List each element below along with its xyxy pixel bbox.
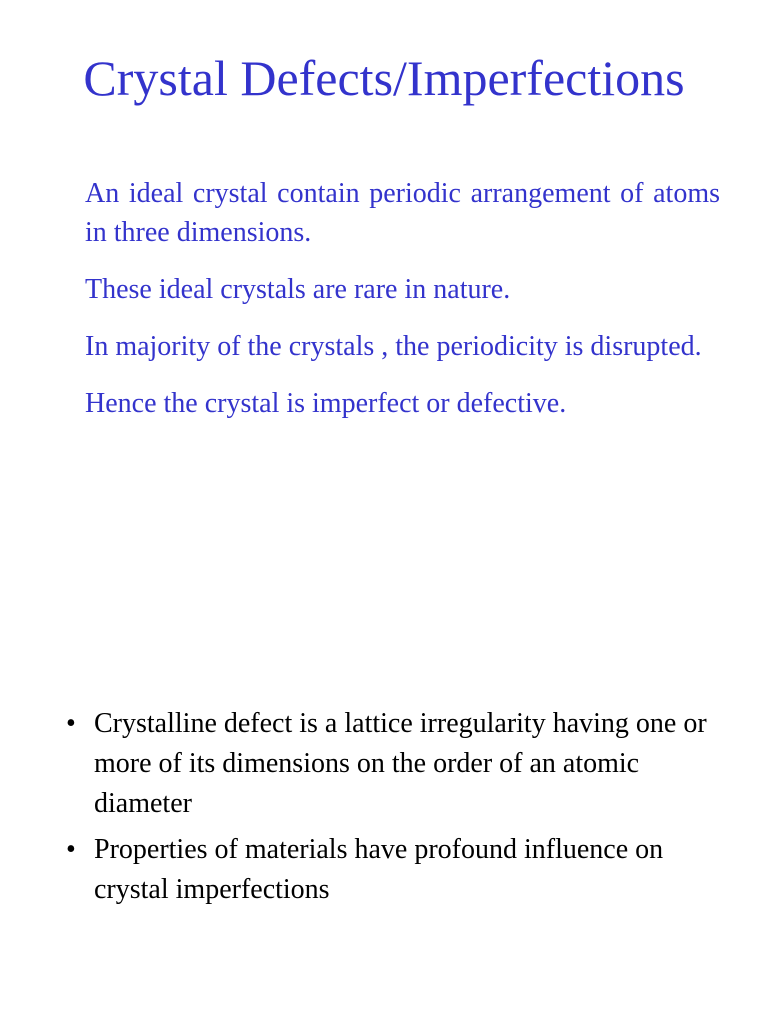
bullet-text-properties: Properties of materials have profound influence on crystal imperfections bbox=[94, 834, 664, 905]
intro-paragraph-disrupted: In majority of the crystals , the periodicity is disrupted. bbox=[85, 331, 702, 362]
intro-paragraph-rare: These ideal crystals are rare in nature. bbox=[85, 274, 511, 305]
intro-text-block bbox=[85, 174, 720, 441]
bullet-dot-icon: • bbox=[66, 834, 76, 865]
intro-paragraph-ideal-crystal: An ideal crystal contain periodic arrangement of atoms in three dimensions. bbox=[85, 178, 720, 248]
slide-title: Crystal Defects/Imperfections bbox=[83, 50, 685, 106]
bullet-text-crystalline-defect: Crystalline defect is a lattice irregularity having one or more of its dimensions on the order of an atomic diameter bbox=[94, 708, 707, 819]
bullet-item-crystalline-defect bbox=[66, 704, 726, 824]
intro-paragraph-imperfect: Hence the crystal is imperfect or defective. bbox=[85, 388, 567, 419]
bullet-list bbox=[66, 704, 726, 916]
bullet-item-properties bbox=[66, 830, 726, 910]
bullet-dot-icon: • bbox=[66, 708, 76, 739]
